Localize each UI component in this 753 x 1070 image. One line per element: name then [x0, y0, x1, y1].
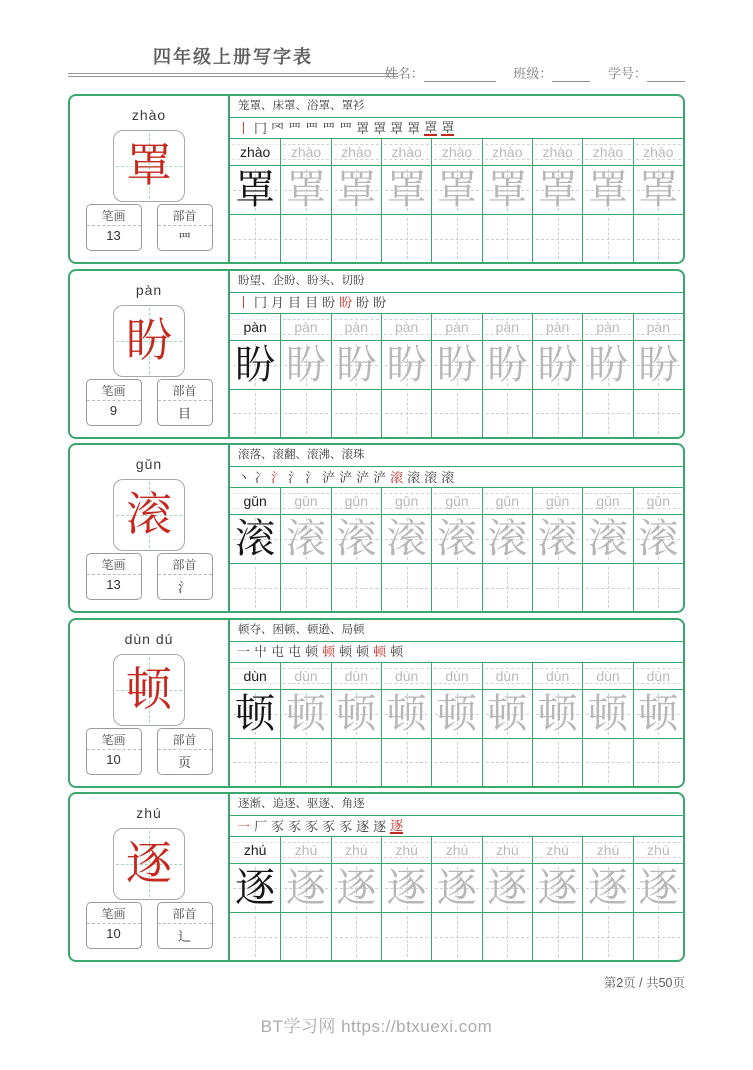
character-block: [68, 618, 685, 788]
trace-character-cell: 逐: [381, 864, 431, 912]
character-summary-panel: [70, 620, 228, 786]
blank-practice-cell: [431, 215, 481, 262]
blank-practice-cell: [633, 913, 683, 960]
trace-character-cell: 罩: [532, 166, 582, 214]
pinyin-practice-row: [230, 663, 683, 690]
blank-practice-cell: [633, 215, 683, 262]
character-glyph: 盼: [126, 314, 172, 366]
pinyin-cell: zhào: [280, 139, 330, 165]
practice-grid-panel: [228, 271, 683, 437]
blank-practice-cell: [532, 739, 582, 786]
stroke-count-label: 笔画: [87, 554, 141, 575]
pinyin-cell: zhú: [532, 837, 582, 863]
stroke-count-box: [86, 204, 142, 251]
character-info-row: [86, 204, 213, 251]
stroke-count-label: 笔画: [87, 729, 141, 750]
character-info-row: [86, 379, 213, 426]
stroke-order-step: 浐: [339, 469, 353, 485]
blank-practice-cell: [230, 913, 280, 960]
blank-practice-cell: [633, 739, 683, 786]
radical-box: [157, 553, 213, 600]
trace-character-cell: 滚: [482, 515, 532, 563]
character-display-box: [113, 828, 185, 900]
character-block: [68, 94, 685, 264]
pinyin-cell: dùn: [532, 663, 582, 689]
pinyin-cell: dùn: [280, 663, 330, 689]
blank-practice-cell: [482, 390, 532, 437]
stroke-order-step: 浐: [322, 469, 336, 485]
stroke-order-row: [230, 293, 683, 314]
stroke-count-label: 笔画: [87, 205, 141, 226]
blank-practice-cell: [431, 913, 481, 960]
stroke-order-step: 滚: [424, 469, 438, 485]
stroke-order-step: 丨: [237, 295, 251, 310]
character-summary-panel: [70, 794, 228, 960]
pinyin-cell: zhào: [230, 139, 280, 165]
blank-practice-cell: [280, 390, 330, 437]
trace-character-cell: 顿: [230, 690, 280, 738]
stroke-order-step: 冂: [254, 295, 268, 310]
character-summary-panel: [70, 271, 228, 437]
pinyin-cell: dùn: [431, 663, 481, 689]
trace-character-cell: 滚: [230, 515, 280, 563]
character-pinyin: gǔn: [135, 456, 163, 472]
pinyin-cell: gǔn: [633, 488, 683, 514]
pinyin-cell: zhú: [280, 837, 330, 863]
pinyin-cell: dùn: [230, 663, 280, 689]
trace-character-cell: 顿: [582, 690, 632, 738]
pinyin-cell: zhú: [582, 837, 632, 863]
pinyin-cell: gǔn: [381, 488, 431, 514]
character-info-row: [86, 902, 213, 949]
header: [68, 44, 685, 88]
stroke-order-step: 罓: [271, 120, 285, 136]
trace-character-cell: 盼: [331, 341, 381, 389]
trace-character-cell: 盼: [280, 341, 330, 389]
pinyin-cell: zhào: [532, 139, 582, 165]
character-glyph: 逐: [126, 838, 172, 889]
blank-practice-cell: [381, 390, 431, 437]
blank-practice-cell: [331, 390, 381, 437]
pinyin-cell: zhào: [331, 139, 381, 165]
stroke-order-step: 豕: [271, 818, 285, 834]
pinyin-cell: dùn: [582, 663, 632, 689]
character-summary-panel: [70, 96, 228, 262]
trace-character-cell: 逐: [280, 864, 330, 912]
stroke-order-step: 盼: [322, 295, 336, 310]
character-glyph: 罩: [126, 140, 172, 191]
trace-character-cell: 盼: [431, 341, 481, 389]
stroke-order-step: 目: [305, 295, 319, 310]
pinyin-cell: zhú: [431, 837, 481, 863]
stroke-order-step: 盼: [339, 295, 353, 310]
radical-label: 部首: [158, 903, 212, 924]
radical-box: [157, 204, 213, 251]
blank-practice-cell: [280, 913, 330, 960]
stroke-order-row: [230, 118, 683, 139]
stroke-count-value: 13: [106, 577, 121, 592]
blank-practice-cell: [582, 390, 632, 437]
character-pinyin: zhú: [136, 805, 162, 821]
blank-practice-cell: [331, 564, 381, 611]
pinyin-cell: gǔn: [582, 488, 632, 514]
stroke-order-step: 罩: [407, 120, 421, 136]
pinyin-practice-row: [230, 837, 683, 864]
stroke-order-step: 顿: [322, 644, 336, 659]
stroke-order-step: 丨: [237, 120, 251, 136]
stroke-order-step: 豕: [322, 818, 336, 834]
character-display-box: [113, 479, 185, 551]
stroke-order-row: [230, 467, 683, 488]
blank-practice-cell: [230, 390, 280, 437]
stroke-order-step: 顿: [373, 644, 387, 659]
pinyin-practice-row: [230, 314, 683, 341]
stroke-order-step: 冂: [254, 120, 268, 136]
pinyin-cell: pàn: [532, 314, 582, 340]
trace-character-cell: 罩: [280, 166, 330, 214]
pinyin-practice-row: [230, 488, 683, 515]
page-title: 四年级上册写字表: [153, 47, 313, 67]
stroke-count-value: 10: [106, 926, 121, 941]
character-practice-row: [230, 864, 683, 913]
blank-practice-cell: [431, 564, 481, 611]
trace-character-cell: 盼: [482, 341, 532, 389]
stroke-order-step: 氵: [288, 469, 302, 485]
trace-character-cell: 罩: [331, 166, 381, 214]
practice-grid-panel: [228, 794, 683, 960]
character-block: [68, 792, 685, 962]
trace-character-cell: 滚: [633, 515, 683, 563]
stroke-order-step: 盼: [373, 295, 387, 310]
stroke-order-step: 顿: [339, 644, 353, 659]
stroke-order-step: 月: [271, 295, 285, 310]
radical-value: 目: [177, 405, 191, 421]
pinyin-cell: pàn: [381, 314, 431, 340]
pinyin-cell: zhú: [482, 837, 532, 863]
trace-character-cell: 罩: [381, 166, 431, 214]
blank-practice-cell: [633, 390, 683, 437]
blank-practice-cell: [230, 564, 280, 611]
character-info-row: [86, 728, 213, 775]
stroke-order-step: 逐: [356, 818, 370, 834]
stroke-order-step: 盼: [356, 295, 370, 310]
trace-character-cell: 盼: [582, 341, 632, 389]
practice-grid-panel: [228, 445, 683, 611]
blank-practice-row: [230, 739, 683, 786]
pinyin-cell: gǔn: [431, 488, 481, 514]
trace-character-cell: 顿: [280, 690, 330, 738]
blank-practice-cell: [381, 739, 431, 786]
blank-practice-row: [230, 215, 683, 262]
trace-character-cell: 滚: [381, 515, 431, 563]
stroke-count-value: 10: [106, 751, 121, 767]
blank-practice-cell: [482, 215, 532, 262]
title-block: [68, 44, 398, 77]
stroke-order-step: 浐: [373, 469, 387, 485]
example-words: 顿夺、困顿、顿逊、局顿: [230, 620, 683, 642]
pinyin-cell: gǔn: [280, 488, 330, 514]
pinyin-cell: pàn: [482, 314, 532, 340]
blank-practice-cell: [331, 215, 381, 262]
stroke-order-step: 氵: [271, 469, 285, 485]
stroke-order-step: 豕: [288, 818, 302, 834]
example-words: 逐渐、追逐、驱逐、角逐: [230, 794, 683, 816]
character-glyph: 滚: [126, 489, 172, 540]
pinyin-cell: pàn: [582, 314, 632, 340]
pinyin-cell: pàn: [431, 314, 481, 340]
blank-practice-cell: [482, 913, 532, 960]
radical-value: 罒: [177, 231, 191, 246]
trace-character-cell: 滚: [582, 515, 632, 563]
trace-character-cell: 罩: [482, 166, 532, 214]
example-words: 盼望、企盼、盼头、切盼: [230, 271, 683, 293]
character-glyph: 顿: [126, 663, 172, 715]
pinyin-cell: zhào: [633, 139, 683, 165]
trace-character-cell: 顿: [532, 690, 582, 738]
blank-practice-row: [230, 564, 683, 611]
trace-character-cell: 逐: [482, 864, 532, 912]
blank-practice-cell: [431, 739, 481, 786]
blank-practice-cell: [331, 913, 381, 960]
trace-character-cell: 顿: [431, 690, 481, 738]
blank-practice-cell: [280, 739, 330, 786]
character-pinyin: pàn: [135, 281, 163, 298]
stroke-order-step: 罩: [373, 120, 387, 136]
trace-character-cell: 盼: [230, 341, 280, 389]
blank-practice-cell: [280, 215, 330, 262]
stroke-count-box: [86, 728, 142, 775]
blank-practice-cell: [532, 564, 582, 611]
practice-grid-panel: [228, 96, 683, 262]
stroke-order-step: 顿: [356, 644, 370, 659]
stroke-order-step: 厂: [254, 818, 268, 834]
trace-character-cell: 逐: [582, 864, 632, 912]
stroke-order-step: 逐: [390, 817, 404, 833]
pinyin-cell: zhú: [381, 837, 431, 863]
trace-character-cell: 罩: [431, 166, 481, 214]
character-info-row: [86, 553, 213, 600]
blank-practice-cell: [532, 215, 582, 262]
stroke-count-value: 9: [109, 402, 118, 418]
character-display-box: [113, 130, 185, 202]
trace-character-cell: 顿: [381, 690, 431, 738]
pinyin-cell: dùn: [633, 663, 683, 689]
stroke-order-step: 滚: [441, 469, 455, 485]
character-pinyin: dùn dú: [124, 630, 174, 647]
pinyin-cell: dùn: [482, 663, 532, 689]
stroke-order-step: 丶: [237, 469, 251, 485]
pinyin-cell: gǔn: [532, 488, 582, 514]
class-blank: [552, 69, 590, 82]
blank-practice-cell: [381, 913, 431, 960]
class-label: 班级：: [513, 66, 553, 81]
radical-value: 辶: [177, 929, 191, 944]
stroke-order-step: 一: [237, 818, 251, 834]
pinyin-cell: pàn: [331, 314, 381, 340]
stroke-order-step: 罒: [339, 120, 353, 136]
stroke-order-row: [230, 816, 683, 837]
stroke-order-step: 屯: [271, 644, 285, 659]
trace-character-cell: 罩: [582, 166, 632, 214]
trace-character-cell: 滚: [532, 515, 582, 563]
stroke-count-label: 笔画: [87, 903, 141, 924]
student-id-field: [608, 66, 685, 81]
trace-character-cell: 顿: [482, 690, 532, 738]
example-words: 滚落、滚翻、滚沸、滚珠: [230, 445, 683, 467]
trace-character-cell: 罩: [230, 166, 280, 214]
character-summary-panel: [70, 445, 228, 611]
student-id-blank: [647, 69, 685, 82]
pinyin-cell: zhú: [633, 837, 683, 863]
trace-character-cell: 逐: [532, 864, 582, 912]
character-block: [68, 269, 685, 439]
stroke-count-value: 13: [106, 228, 121, 243]
character-practice-row: [230, 341, 683, 390]
stroke-order-step: 滚: [390, 469, 404, 485]
stroke-order-step: 罒: [322, 120, 336, 136]
blank-practice-cell: [532, 390, 582, 437]
stroke-order-step: 逐: [373, 818, 387, 834]
pinyin-cell: pàn: [280, 314, 330, 340]
character-practice-row: [230, 166, 683, 215]
pinyin-cell: pàn: [633, 314, 683, 340]
stroke-order-step: 顿: [390, 644, 404, 659]
page-number: 第2页 / 共50页: [603, 976, 685, 990]
stroke-order-step: 氵: [305, 469, 319, 485]
blank-practice-cell: [381, 215, 431, 262]
radical-box: [157, 379, 213, 426]
trace-character-cell: 滚: [280, 515, 330, 563]
pinyin-cell: dùn: [381, 663, 431, 689]
stroke-order-step: 罒: [288, 120, 302, 136]
pinyin-cell: zhào: [482, 139, 532, 165]
pinyin-cell: zhào: [381, 139, 431, 165]
blank-practice-cell: [381, 564, 431, 611]
pinyin-cell: dùn: [331, 663, 381, 689]
blank-practice-cell: [482, 739, 532, 786]
blank-practice-cell: [582, 913, 632, 960]
trace-character-cell: 逐: [633, 864, 683, 912]
stroke-order-step: 顿: [305, 644, 319, 659]
trace-character-cell: 逐: [230, 864, 280, 912]
stroke-order-step: 目: [288, 295, 302, 310]
name-blank: [424, 69, 496, 82]
class-field: [513, 66, 590, 81]
character-practice-row: [230, 690, 683, 739]
stroke-order-step: 屮: [254, 644, 268, 659]
example-words: 笼罩、床罩、浴罩、罩衫: [230, 96, 683, 118]
site-watermark: BT学习网 https://btxuexi.com: [260, 1017, 493, 1036]
stroke-order-step: 屯: [288, 644, 302, 659]
character-practice-row: [230, 515, 683, 564]
blank-practice-cell: [633, 564, 683, 611]
trace-character-cell: 顿: [331, 690, 381, 738]
pinyin-cell: gǔn: [482, 488, 532, 514]
blank-practice-cell: [230, 739, 280, 786]
stroke-order-step: 罩: [356, 120, 370, 136]
blank-practice-cell: [532, 913, 582, 960]
practice-grid-panel: [228, 620, 683, 786]
trace-character-cell: 顿: [633, 690, 683, 738]
stroke-order-row: [230, 642, 683, 663]
student-id-label: 学号：: [607, 66, 647, 81]
pinyin-cell: pàn: [230, 314, 280, 340]
character-display-box: [113, 654, 185, 726]
student-info-fields: [371, 63, 685, 82]
stroke-order-step: 滚: [407, 469, 421, 485]
trace-character-cell: 滚: [331, 515, 381, 563]
trace-character-cell: 滚: [431, 515, 481, 563]
stroke-count-box: [86, 553, 142, 600]
stroke-order-step: 浐: [356, 469, 370, 485]
pinyin-cell: gǔn: [331, 488, 381, 514]
radical-label: 部首: [158, 729, 212, 750]
stroke-order-step: 罩: [424, 119, 438, 135]
blank-practice-cell: [482, 564, 532, 611]
stroke-count-box: [86, 902, 142, 949]
stroke-count-label: 笔画: [87, 380, 141, 401]
stroke-order-step: 罒: [305, 120, 319, 136]
name-label: 姓名：: [384, 66, 424, 81]
character-pinyin: zhào: [131, 107, 167, 123]
radical-value: 页: [177, 754, 191, 770]
page-footer: [68, 973, 685, 991]
stroke-order-step: 罩: [441, 119, 455, 135]
character-blocks: [68, 94, 685, 962]
stroke-order-step: 豕: [305, 818, 319, 834]
radical-label: 部首: [158, 380, 212, 401]
stroke-order-step: 冫: [254, 469, 268, 485]
trace-character-cell: 罩: [633, 166, 683, 214]
blank-practice-row: [230, 390, 683, 437]
character-block: [68, 443, 685, 613]
radical-box: [157, 728, 213, 775]
pinyin-practice-row: [230, 139, 683, 166]
title-underline: [68, 73, 398, 77]
radical-box: [157, 902, 213, 949]
trace-character-cell: 盼: [381, 341, 431, 389]
radical-value: 氵: [177, 580, 191, 595]
pinyin-cell: zhào: [582, 139, 632, 165]
stroke-count-box: [86, 379, 142, 426]
trace-character-cell: 盼: [532, 341, 582, 389]
trace-character-cell: 逐: [431, 864, 481, 912]
blank-practice-cell: [230, 215, 280, 262]
stroke-order-step: 一: [237, 644, 251, 659]
character-display-box: [113, 305, 185, 377]
stroke-order-step: 罩: [390, 120, 404, 136]
blank-practice-cell: [331, 739, 381, 786]
blank-practice-cell: [582, 564, 632, 611]
radical-label: 部首: [158, 205, 212, 226]
blank-practice-cell: [582, 215, 632, 262]
pinyin-cell: zhú: [331, 837, 381, 863]
stroke-order-step: 豕: [339, 818, 353, 834]
blank-practice-cell: [431, 390, 481, 437]
trace-character-cell: 盼: [633, 341, 683, 389]
pinyin-cell: gǔn: [230, 488, 280, 514]
name-field: [385, 66, 496, 81]
blank-practice-row: [230, 913, 683, 960]
pinyin-cell: zhào: [431, 139, 481, 165]
radical-label: 部首: [158, 554, 212, 575]
trace-character-cell: 逐: [331, 864, 381, 912]
pinyin-cell: zhú: [230, 837, 280, 863]
blank-practice-cell: [280, 564, 330, 611]
blank-practice-cell: [582, 739, 632, 786]
